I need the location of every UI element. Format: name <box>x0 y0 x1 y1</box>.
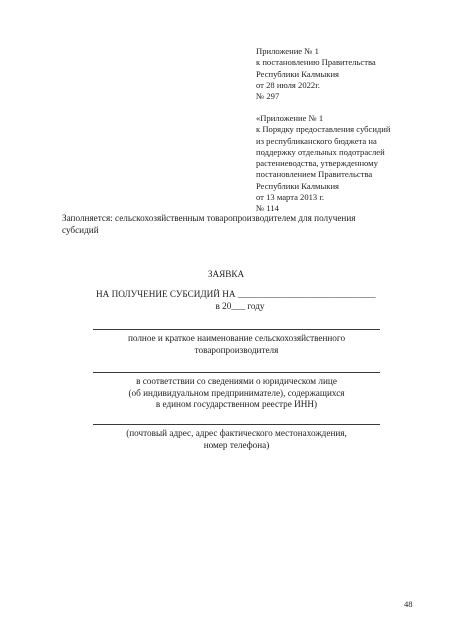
caption-line: (почтовый адрес, адрес фактического местонахождения, <box>126 428 347 438</box>
form-title: ЗАЯВКА <box>207 269 245 279</box>
registry-info-field[interactable] <box>93 372 380 373</box>
form-year-line: в 20___ году <box>215 301 265 311</box>
filler-note-line: субсидий <box>62 224 99 235</box>
caption-line: номер телефона) <box>203 439 270 450</box>
caption-line: товаропроизводителя <box>194 344 279 355</box>
filler-note-line: Заполняется: сельскохозяйственным товаропроизводителем для получения <box>62 213 356 223</box>
appendix-inner-line: поддержку отдельных подотраслей <box>256 146 385 157</box>
caption-line: полное и краткое наименование сельскохозяйственного <box>127 333 346 343</box>
caption-line: в соответствии со сведениями о юридическом лице <box>136 376 337 386</box>
appendix-inner-line: № 114 <box>256 203 279 214</box>
address-caption <box>93 428 380 451</box>
producer-name-field[interactable] <box>93 329 380 330</box>
page-number: 48 <box>404 599 413 609</box>
producer-name-caption <box>93 333 380 356</box>
filler-note <box>62 213 356 236</box>
appendix-inner-line: из республиканского бюджета на <box>256 135 377 146</box>
appendix-header <box>256 46 376 102</box>
appendix-inner-line: от 13 марта 2013 г. <box>256 192 325 203</box>
caption-line: (об индивидуальном предпринимателе), содержащихся <box>128 387 345 398</box>
form-subtitle-blank: ______________________________ <box>237 289 376 299</box>
appendix-line: от 28 июля 2022г. <box>256 79 320 90</box>
form-subtitle-prefix: НА ПОЛУЧЕНИЕ СУБСИДИЙ НА <box>96 289 236 299</box>
appendix-inner-line: Республики Калмыкия <box>256 180 339 191</box>
caption-line: в едином государственном реестре ИНН) <box>155 399 318 409</box>
appendix-inner-line: к Порядку предоставления субсидий <box>256 124 391 135</box>
registry-info-caption <box>93 376 380 411</box>
appendix-line: № 297 <box>256 91 280 102</box>
appendix-inner-line: «Приложение № 1 <box>256 113 324 123</box>
form-subtitle <box>96 289 376 301</box>
appendix-inner-header <box>256 113 391 215</box>
appendix-inner-line: растениеводства, утвержденному <box>256 158 378 169</box>
appendix-line: Республики Калмыкия <box>256 68 339 79</box>
appendix-inner-line: постановлением Правительства <box>256 169 373 180</box>
appendix-line: Приложение № 1 <box>256 46 319 56</box>
address-field[interactable] <box>93 424 380 425</box>
appendix-line: к постановлению Правительства <box>256 57 376 68</box>
